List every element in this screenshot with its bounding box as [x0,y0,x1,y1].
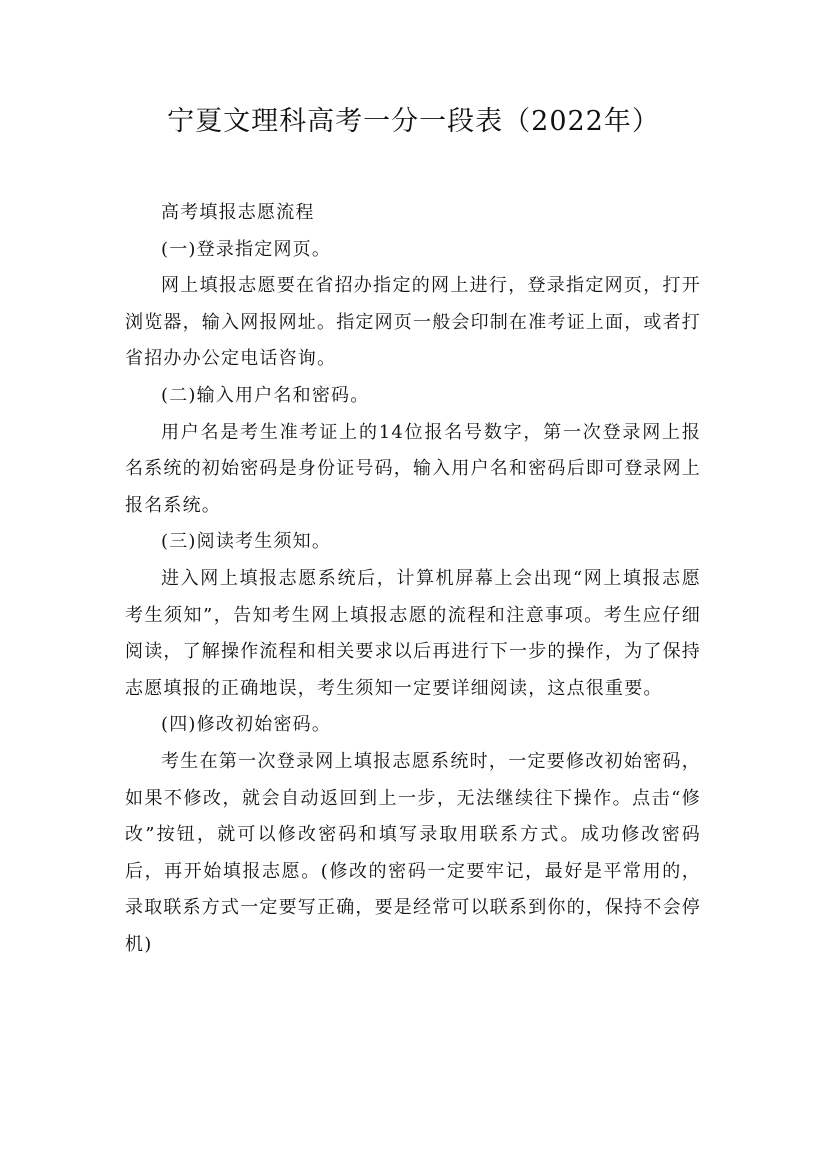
page-title: 宁夏文理科高考一分一段表（2022年） [167,106,660,137]
step-2-heading: (二)输入用户名和密码。 [161,384,370,406]
step-1-text: 网上填报志愿要在省招办指定的网上进行，登录指定网页，打开浏览器，输入网报网址。指定网页一般会印制在准考证上面，或者打省招办办公定电话咨询。 [125,275,701,370]
step-4-text: 考生在第一次登录网上填报志愿系统时，一定要修改初始密码，如果不修改，就会自动返回到上一步，无法继续往下操作。点击“修改”按钮，就可以修改密码和填写录取用联系方式。成功修改密码后，再开始填报志愿。(修改的密码一定要牢记，最好是平常用的，录取联系方式一定要写正确，要是经常可以联系到你的，保持不会停机) [125,750,701,955]
step-3-heading: (三)阅读考生须知。 [161,531,332,553]
document-body [125,195,701,963]
step-2-text: 用户名是考生准考证上的14位报名号数字，第一次登录网上报名系统的初始密码是身份证号码，输入用户名和密码后即可登录网上报名系统。 [125,421,701,516]
step-1-heading: (一)登录指定网页。 [161,238,332,260]
step-4-heading: (四)修改初始密码。 [161,714,332,736]
step-3-text: 进入网上填报志愿系统后，计算机屏幕上会出现“网上填报志愿考生须知”，告知考生网上填报志愿的流程和注意事项。考生应仔细阅读，了解操作流程和相关要求以后再进行下一步的操作，为了保持志愿填报的正确地误，考生须知一定要详细阅读，这点很重要。 [125,567,701,699]
section-heading-process: 高考填报志愿流程 [161,202,315,223]
